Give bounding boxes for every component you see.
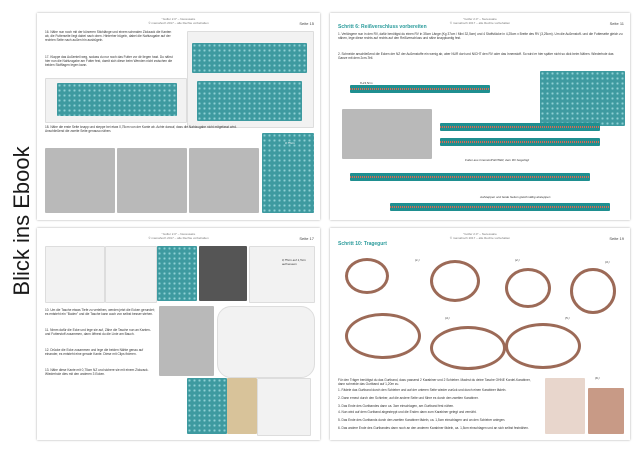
page-number: Seite 19 — [609, 236, 624, 241]
zipper-photo — [350, 173, 590, 181]
strap-photo — [570, 268, 616, 314]
sewing-photo — [189, 148, 259, 213]
sewing-photo — [159, 306, 214, 376]
ebook-page-17 — [37, 228, 320, 440]
strap-photo — [345, 258, 389, 294]
bag-photo — [217, 306, 315, 378]
paragraph: 10. Um die Tasche etwas Tiefe zu verleihen, werden jetzt die Ecken gerundet; es entsteht ein "Boden" und die Tasche kann auch von selbst besser stehen. — [45, 308, 155, 317]
strap-photo — [345, 313, 421, 359]
page-header: "Golfer 2.0" – Necessaire © mamahoch 2017 – alle Rechte vorbehalten — [148, 232, 209, 240]
ebook-page-19 — [330, 228, 630, 440]
page-number: Seite 15 — [299, 21, 314, 26]
paragraph: 1. Verlängere nun in den RV, dafür benötigst du einen RV in 35cm Länge (Kg 37cm / Mini 32,5cm) und 4 Stoffstücke in 4,25cm x Breite des RV (3,25cm). Um die Außenstoff- und die Futterseite gleich zu nähen, lege diese rechts auf rechts auf den Reißverschluss und nähe knappkantig fest. — [338, 32, 623, 41]
bag-photo — [105, 246, 157, 303]
paragraph: 4. Nun wird auf dem Gurtband abgesteppt und die Enden dann zum Karabiner gelegt und vernäht. — [338, 410, 477, 414]
paragraph: 6. Das andere Ende des Gurtbandes dann noch an den anderen Karabiner fädeln, ca. 1,5cm einschlagen und an sich selbst festnähen. — [338, 426, 529, 430]
zipper-photo — [440, 123, 600, 131]
bag-photo — [249, 246, 315, 303]
page-header: "Golfer 2.0" – Necessaire © mamahoch 2017 – alle Rechte vorbehalten — [449, 17, 511, 25]
fabric-photo — [57, 83, 177, 116]
paragraph: 13. Nähe diese Kante mit 0,75cm NZ und sichere sie mit einem Zickzack. Wiederhole dies mit den anderen 3 Ecken. — [45, 368, 149, 377]
paragraph: 17. Klappe das Außenteil weg, sodass du nur noch das Futter vor dir liegen hast. Du nähst hier nun die Nahtzugabe am Futter fest, damit sich diese beim Wenden nicht zwischen die beiden Stofflagen legen kann. — [45, 55, 173, 68]
finished-bag-photo — [187, 378, 227, 434]
page-number: Seite 11 — [609, 21, 624, 26]
zipper-photo — [350, 85, 490, 93]
step-label: (3.) — [605, 260, 610, 264]
finished-bag-photo — [257, 378, 311, 436]
paragraph: 5. Das Ende des Gurtbands durch den zweiten Karabiner fädeln, ca. 1,5cm einschlagen und an den Schieber anlegen. — [338, 418, 506, 422]
step-label: (6.) — [595, 376, 600, 380]
sewing-photo — [45, 148, 115, 213]
strap-photo — [588, 388, 624, 434]
step-label: (5.) — [565, 316, 570, 320]
finished-bag-photo — [227, 378, 257, 434]
paragraph: 2. Dann erneut durch den Schieber, auf die andere Seite und führe es durch den zweiten Karabiner. — [338, 396, 479, 400]
step-title: Schritt 10: Tragegurt — [338, 241, 387, 247]
strap-photo — [505, 323, 581, 369]
step-label: (1.) — [415, 258, 420, 262]
bag-photo — [45, 246, 105, 303]
fabric-photo — [262, 133, 314, 213]
paragraph: 2. Schneide anschließend die Ecken der NZ der Außenstoffe ein wenig ab, aber NUR dort und NICHT den RV oder das Innenstoff. So wird er hier später nicht so dick beim Nähen. Wiederhole das Ganze mit dem 2cm-Teil. — [338, 52, 614, 61]
step-label: Aufsteppen und beide Seiten gleichmäßig absteppen — [480, 195, 551, 199]
measure-label: 0,75cm — [285, 141, 295, 145]
zipper-photo — [390, 203, 610, 211]
step-title: Schritt 6: Reißverschluss vorbereiten — [338, 24, 427, 30]
paragraph: 3. Das Ende des Gurtbandes dann ca. 3cm einschlagen, am Gurtband fest nähen. — [338, 404, 455, 408]
strap-photo — [505, 268, 551, 308]
ebook-page-11 — [330, 13, 630, 220]
step-label: (4.) — [445, 316, 450, 320]
zipper-photo — [342, 109, 432, 159]
step-label: Futter aus Innenstoff ENTER, dem RV beigefügt — [465, 158, 530, 162]
measure-label: 0,75cm auf 1,5cm aufmessen — [282, 258, 306, 266]
page-header: "Golfer 2.0" – Necessaire © mamahoch 2017 – alle Rechte vorbehalten — [148, 17, 209, 25]
strap-photo — [430, 326, 506, 370]
zipper-fabric-photo — [540, 71, 625, 126]
paragraph: 18. Nähe die erste Seite knapp und steppe bei etwa 0,75cm von der Kante ab. Achte darauf, dass die Nahtzugabe nicht mitgefasst wird. Anschließend die zweite Seite genauso nähen. — [45, 125, 237, 134]
paragraph: Für den Träger benötigst du das Gurtband, dazu passend 2 Karabiner und 2 Schieber. Machst du deine Tasche OHNE Kordel-Karabiner, dann schneide das Gurtband auf 1,20m zu. — [338, 378, 531, 387]
bag-photo — [199, 246, 247, 301]
ebook-preview-title: Blick ins Ebook — [9, 146, 34, 296]
paragraph: 11. Nimm dafür die Ecke und lege sie auf, Zähe die Tasche nun an Kanten- und Futterstoff zusammen, dann öffnest du die Linie am Bauch. — [45, 328, 151, 337]
fabric-photo — [157, 246, 197, 301]
fabric-photo — [192, 43, 307, 73]
step-label: (2.) — [515, 258, 520, 262]
paragraph: 12. Drücke die Ecke zusammen und lege die beiden Nähte genau auf einander, es entsteht eine gerade Kante. Diese mit Clips fixieren. — [45, 348, 144, 357]
page-number: Seite 17 — [299, 236, 314, 241]
ebook-page-15 — [37, 13, 320, 220]
strap-photo — [430, 260, 480, 302]
paragraph: 16. Nähe nun noch mit der kürzeren Stichlänge und einem schmalen Zickzack die Kanten ab, die Futterseite liegt dabei nach oben. Hinterher bügeln, dabei die Nahtzugabe auf der rechten Seite nach außen hin ausbügeln. — [45, 30, 172, 43]
paragraph: 1. Fädele das Gurtband durch den Schieber und auf der unteren Seite wieder zurück und durch einen Karabiner fädeln. — [338, 388, 507, 392]
sewing-photo — [117, 148, 187, 213]
measure-label: 8-23,5cm — [360, 81, 373, 85]
fabric-photo — [197, 81, 302, 121]
zipper-photo — [440, 138, 600, 146]
strap-photo — [545, 378, 585, 434]
page-header: "Golfer 2.0" – Necessaire © mamahoch 2017 – alle Rechte vorbehalten — [449, 232, 511, 240]
